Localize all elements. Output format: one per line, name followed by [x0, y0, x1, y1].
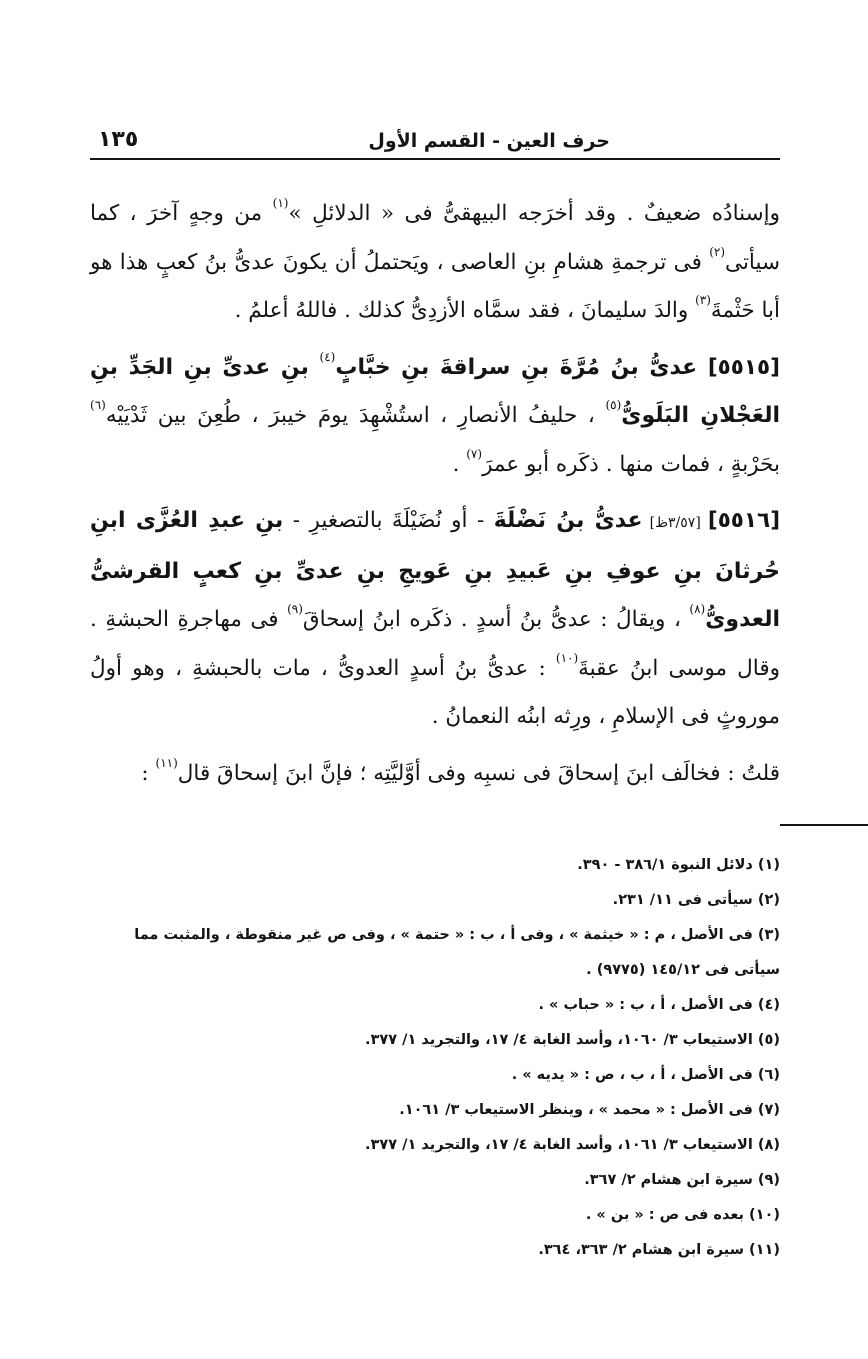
intro-text-3: فى ترجمةِ هشامِ بنِ العاصى ، ويَحتملُ أن يكونَ عدىُّ بنُ كعبٍ هذا هو أبا حَثْمةَ — [90, 249, 780, 323]
entry-text-1: - أو نُضَيْلَةَ بالتصغيرِ - — [283, 508, 494, 533]
footnote-3: (٣) فى الأصل ، م : « خيثمة » ، وفى أ ، ب : « حتمة » ، وفى ص غير منقوطة ، والمثبت مما سيأتى فى ١٤٥/١٢ (٩٧٧٥) . — [134, 927, 780, 978]
page-number: ١٣٥ — [98, 127, 139, 152]
footnote-marker-1[interactable]: (١) — [272, 195, 289, 210]
entry-text-1: ، حليفُ الأنصارِ ، استُشْهِدَ يومَ خيبرَ ، طُعِنَ بين ثَدْيَيْه — [105, 403, 606, 428]
footnote-8: (٨) الاستيعاب ٣/ ١٠٦١، وأسد الغابة ٤/ ١٧، والتجريد ١/ ٣٧٧. — [365, 1137, 780, 1153]
header-title: حرف العين - القسم الأول — [368, 130, 610, 152]
footnote-marker-6[interactable]: (٦) — [90, 397, 106, 412]
footnote-4: (٤) فى الأصل ، أ ، ب : « حباب » . — [538, 997, 780, 1013]
footnotes — [90, 848, 780, 1268]
intro-text-4: والدَ سليمانَ ، فقد سمَّاه الأزدِىُّ كذلك . فاللهُ أعلمُ . — [234, 298, 696, 323]
entry-heading-1: عدىُّ بنُ نَضْلَةَ — [493, 508, 643, 533]
book-page — [90, 108, 780, 1268]
entry-heading-2: بنِ عدىِّ بنِ الجَدِّ بنِ العَجْلانِ البَلَوىُّ — [90, 354, 780, 428]
footnote-marker-2[interactable]: (٢) — [709, 244, 726, 259]
footnote-7: (٧) فى الأصل : « محمد » ، وينظر الاستيعاب ٣/ ١٠٦١. — [399, 1102, 780, 1118]
entry-heading-1: عدىُّ بنُ مُرَّةَ بنِ سراقةَ بنِ خبَّابٍ — [335, 354, 708, 380]
entry-text-3: فى مهاجرةِ الحبشةِ . وقال موسى ابنُ عقبةَ — [90, 607, 781, 681]
footnote-marker-10[interactable]: (١٠) — [555, 650, 579, 665]
main-text — [90, 190, 780, 798]
footnote-separator — [780, 824, 868, 826]
running-header — [90, 108, 780, 152]
footnote-marker-4[interactable]: (٤) — [319, 349, 336, 364]
intro-text-1: وإسنادُه ضعيفٌ . وقد أخرَجه البيهقىُّ فى « الدلائلِ » — [288, 201, 780, 226]
entry-number: [٥٥١٥] — [707, 354, 780, 380]
footnote-marker-11[interactable]: (١١) — [155, 755, 178, 770]
footnote-2: (٢) سيأتى فى ١١/ ٢٣١. — [612, 892, 780, 908]
entry-heading-2: بنِ عبدِ العُزَّى ابنِ حُرثانَ بنِ عوفِ بنِ عَبيدِ بنِ عَويجِ بنِ عدىِّ بنِ كعبٍ القرشىُّ العدوىُّ — [90, 508, 780, 632]
footnote-marker-7[interactable]: (٧) — [466, 446, 483, 461]
entry-text-4: : عدىُّ بنُ أسدٍ العدوىُّ ، مات بالحبشةِ ، وهو أولُ موروثٍ فى الإسلامِ ، ورِثه ابنُه النعمانُ . — [90, 655, 780, 729]
footnote-10: (١٠) بعده فى ص : « بن » . — [585, 1207, 780, 1223]
intro-text-2: من وجهٍ آخرَ ، كما سيأتى — [90, 201, 780, 275]
footnote-marker-8[interactable]: (٨) — [689, 601, 706, 616]
entry-number: [٥٥١٦] — [707, 508, 781, 533]
entry-5515 — [90, 344, 780, 490]
header-rule — [90, 158, 780, 160]
qultu-text-2: : — [141, 760, 156, 786]
entry-text-3: . — [452, 451, 467, 477]
footnote-6: (٦) فى الأصل ، أ ، ب ، ص : « يديه » . — [511, 1067, 780, 1083]
footnote-marker-3[interactable]: (٣) — [695, 292, 711, 307]
entry-text-2: ، ويقالُ : عدىُّ بنُ أسدٍ . ذكَره ابنُ إسحاقَ — [302, 607, 690, 632]
footnote-9: (٩) سيرة ابن هشام ٢/ ٣٦٧. — [584, 1172, 780, 1188]
footnote-marker-5[interactable]: (٥) — [605, 397, 622, 412]
footnote-1: (١) دلائل النبوة ٣٨٦/١ - ٣٩٠. — [577, 857, 780, 873]
footnote-5: (٥) الاستيعاب ٣/ ١٠٦٠، وأسد الغابة ٤/ ١٧، والتجريد ١/ ٣٧٧. — [365, 1032, 780, 1048]
qultu-paragraph — [90, 750, 780, 799]
entry-text-2: بحَرْبةٍ ، فمات منها . ذكَره أبو عمرَ — [482, 451, 780, 477]
qultu-text-1: قلتُ : فخالَف ابنَ إسحاقَ فى نسبِه وفى أوَّليَّتِه ؛ فإنَّ ابنَ إسحاقَ قال — [177, 760, 780, 786]
intro-paragraph — [90, 190, 780, 336]
manuscript-folio-mark: [٣/٥٧ظ] — [642, 515, 708, 531]
footnote-marker-9[interactable]: (٩) — [287, 601, 303, 616]
entry-5516 — [90, 497, 780, 742]
footnote-11: (١١) سيرة ابن هشام ٢/ ٣٦٣، ٣٦٤. — [538, 1242, 780, 1258]
